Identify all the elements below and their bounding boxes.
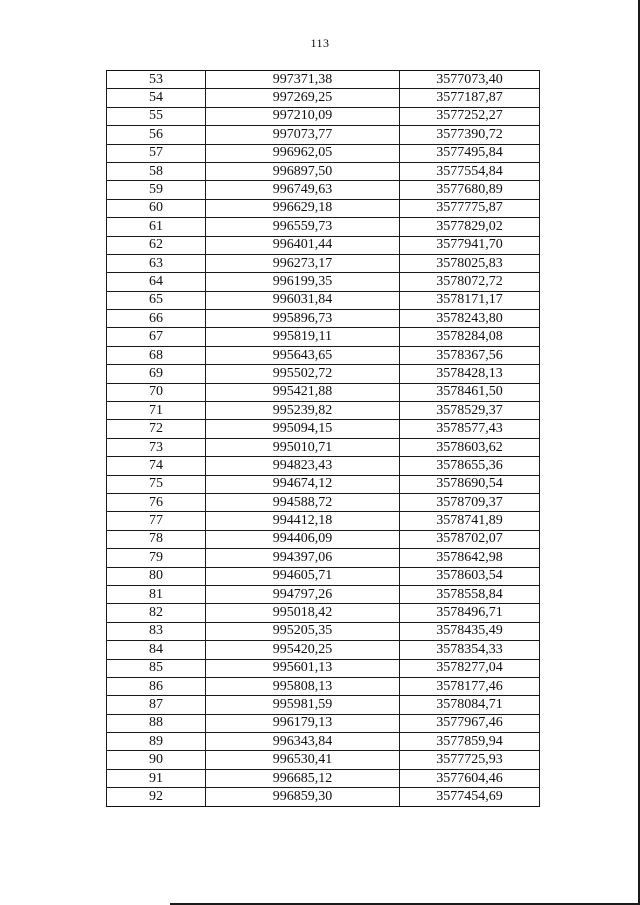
table-row bbox=[107, 788, 540, 806]
point-number-cell: 71 bbox=[107, 402, 206, 420]
x-coordinate-cell: 995981,59 bbox=[206, 696, 400, 714]
table-row bbox=[107, 291, 540, 309]
x-coordinate-cell: 995601,13 bbox=[206, 659, 400, 677]
x-coordinate-cell: 994797,26 bbox=[206, 585, 400, 603]
y-coordinate-cell: 3578709,37 bbox=[400, 493, 540, 511]
x-coordinate-cell: 996401,44 bbox=[206, 236, 400, 254]
y-coordinate-cell: 3578435,49 bbox=[400, 622, 540, 640]
y-coordinate-cell: 3578428,13 bbox=[400, 365, 540, 383]
y-coordinate-cell: 3577859,94 bbox=[400, 733, 540, 751]
point-number-cell: 79 bbox=[107, 549, 206, 567]
point-number-cell: 54 bbox=[107, 89, 206, 107]
point-number-cell: 70 bbox=[107, 383, 206, 401]
table-row bbox=[107, 328, 540, 346]
point-number-cell: 58 bbox=[107, 162, 206, 180]
y-coordinate-cell: 3577495,84 bbox=[400, 144, 540, 162]
y-coordinate-cell: 3577554,84 bbox=[400, 162, 540, 180]
y-coordinate-cell: 3578072,72 bbox=[400, 273, 540, 291]
y-coordinate-cell: 3577073,40 bbox=[400, 71, 540, 89]
point-number-cell: 59 bbox=[107, 181, 206, 199]
y-coordinate-cell: 3578354,33 bbox=[400, 641, 540, 659]
x-coordinate-cell: 995205,35 bbox=[206, 622, 400, 640]
x-coordinate-cell: 995808,13 bbox=[206, 677, 400, 695]
x-coordinate-cell: 996629,18 bbox=[206, 199, 400, 217]
x-coordinate-cell: 996530,41 bbox=[206, 751, 400, 769]
table-row bbox=[107, 420, 540, 438]
x-coordinate-cell: 996685,12 bbox=[206, 769, 400, 787]
table-row bbox=[107, 493, 540, 511]
point-number-cell: 65 bbox=[107, 291, 206, 309]
y-coordinate-cell: 3577604,46 bbox=[400, 769, 540, 787]
point-number-cell: 91 bbox=[107, 769, 206, 787]
point-number-cell: 61 bbox=[107, 218, 206, 236]
table-row bbox=[107, 144, 540, 162]
point-number-cell: 80 bbox=[107, 567, 206, 585]
y-coordinate-cell: 3578025,83 bbox=[400, 254, 540, 272]
y-coordinate-cell: 3578284,08 bbox=[400, 328, 540, 346]
y-coordinate-cell: 3578741,89 bbox=[400, 512, 540, 530]
point-number-cell: 89 bbox=[107, 733, 206, 751]
x-coordinate-cell: 994397,06 bbox=[206, 549, 400, 567]
y-coordinate-cell: 3578243,80 bbox=[400, 310, 540, 328]
x-coordinate-cell: 996199,35 bbox=[206, 273, 400, 291]
point-number-cell: 92 bbox=[107, 788, 206, 806]
table-row bbox=[107, 218, 540, 236]
point-number-cell: 63 bbox=[107, 254, 206, 272]
y-coordinate-cell: 3577725,93 bbox=[400, 751, 540, 769]
table-row bbox=[107, 162, 540, 180]
table-row bbox=[107, 769, 540, 787]
table-row bbox=[107, 549, 540, 567]
point-number-cell: 62 bbox=[107, 236, 206, 254]
x-coordinate-cell: 996273,17 bbox=[206, 254, 400, 272]
point-number-cell: 64 bbox=[107, 273, 206, 291]
point-number-cell: 87 bbox=[107, 696, 206, 714]
y-coordinate-cell: 3578177,46 bbox=[400, 677, 540, 695]
y-coordinate-cell: 3578690,54 bbox=[400, 475, 540, 493]
table-row bbox=[107, 751, 540, 769]
point-number-cell: 83 bbox=[107, 622, 206, 640]
table-row bbox=[107, 310, 540, 328]
table-row bbox=[107, 181, 540, 199]
x-coordinate-cell: 997210,09 bbox=[206, 107, 400, 125]
point-number-cell: 88 bbox=[107, 714, 206, 732]
y-coordinate-cell: 3578603,54 bbox=[400, 567, 540, 585]
x-coordinate-cell: 994406,09 bbox=[206, 530, 400, 548]
point-number-cell: 82 bbox=[107, 604, 206, 622]
table-row bbox=[107, 89, 540, 107]
point-number-cell: 66 bbox=[107, 310, 206, 328]
table-row bbox=[107, 733, 540, 751]
x-coordinate-cell: 997371,38 bbox=[206, 71, 400, 89]
table-row bbox=[107, 696, 540, 714]
table-row bbox=[107, 126, 540, 144]
table-row bbox=[107, 659, 540, 677]
y-coordinate-cell: 3578702,07 bbox=[400, 530, 540, 548]
coordinates-table-body bbox=[107, 71, 540, 807]
x-coordinate-cell: 994588,72 bbox=[206, 493, 400, 511]
table-row bbox=[107, 585, 540, 603]
x-coordinate-cell: 995502,72 bbox=[206, 365, 400, 383]
table-row bbox=[107, 199, 540, 217]
page-number: 113 bbox=[310, 36, 330, 50]
coordinates-table bbox=[106, 70, 540, 807]
table-row bbox=[107, 236, 540, 254]
point-number-cell: 56 bbox=[107, 126, 206, 144]
x-coordinate-cell: 996897,50 bbox=[206, 162, 400, 180]
y-coordinate-cell: 3578461,50 bbox=[400, 383, 540, 401]
x-coordinate-cell: 994674,12 bbox=[206, 475, 400, 493]
table-row bbox=[107, 604, 540, 622]
y-coordinate-cell: 3578558,84 bbox=[400, 585, 540, 603]
y-coordinate-cell: 3577390,72 bbox=[400, 126, 540, 144]
point-number-cell: 55 bbox=[107, 107, 206, 125]
x-coordinate-cell: 994605,71 bbox=[206, 567, 400, 585]
x-coordinate-cell: 996859,30 bbox=[206, 788, 400, 806]
x-coordinate-cell: 996031,84 bbox=[206, 291, 400, 309]
point-number-cell: 81 bbox=[107, 585, 206, 603]
x-coordinate-cell: 994823,43 bbox=[206, 457, 400, 475]
y-coordinate-cell: 3577187,87 bbox=[400, 89, 540, 107]
x-coordinate-cell: 996962,05 bbox=[206, 144, 400, 162]
table-row bbox=[107, 383, 540, 401]
point-number-cell: 76 bbox=[107, 493, 206, 511]
x-coordinate-cell: 995896,73 bbox=[206, 310, 400, 328]
table-row bbox=[107, 512, 540, 530]
y-coordinate-cell: 3577941,70 bbox=[400, 236, 540, 254]
point-number-cell: 86 bbox=[107, 677, 206, 695]
y-coordinate-cell: 3578577,43 bbox=[400, 420, 540, 438]
x-coordinate-cell: 996343,84 bbox=[206, 733, 400, 751]
y-coordinate-cell: 3577775,87 bbox=[400, 199, 540, 217]
table-row bbox=[107, 622, 540, 640]
table-row bbox=[107, 254, 540, 272]
table-row bbox=[107, 402, 540, 420]
point-number-cell: 68 bbox=[107, 346, 206, 364]
table-row bbox=[107, 438, 540, 456]
x-coordinate-cell: 996179,13 bbox=[206, 714, 400, 732]
x-coordinate-cell: 994412,18 bbox=[206, 512, 400, 530]
y-coordinate-cell: 3577829,02 bbox=[400, 218, 540, 236]
y-coordinate-cell: 3578642,98 bbox=[400, 549, 540, 567]
x-coordinate-cell: 996749,63 bbox=[206, 181, 400, 199]
point-number-cell: 72 bbox=[107, 420, 206, 438]
table-row bbox=[107, 530, 540, 548]
table-row bbox=[107, 677, 540, 695]
x-coordinate-cell: 995018,42 bbox=[206, 604, 400, 622]
y-coordinate-cell: 3578277,04 bbox=[400, 659, 540, 677]
x-coordinate-cell: 995094,15 bbox=[206, 420, 400, 438]
table-row bbox=[107, 714, 540, 732]
x-coordinate-cell: 995643,65 bbox=[206, 346, 400, 364]
table-row bbox=[107, 365, 540, 383]
table-row bbox=[107, 641, 540, 659]
y-coordinate-cell: 3577454,69 bbox=[400, 788, 540, 806]
table-row bbox=[107, 273, 540, 291]
point-number-cell: 84 bbox=[107, 641, 206, 659]
y-coordinate-cell: 3578655,36 bbox=[400, 457, 540, 475]
table-row bbox=[107, 475, 540, 493]
table-row bbox=[107, 71, 540, 89]
y-coordinate-cell: 3578171,17 bbox=[400, 291, 540, 309]
point-number-cell: 69 bbox=[107, 365, 206, 383]
y-coordinate-cell: 3578529,37 bbox=[400, 402, 540, 420]
y-coordinate-cell: 3578367,56 bbox=[400, 346, 540, 364]
y-coordinate-cell: 3578084,71 bbox=[400, 696, 540, 714]
point-number-cell: 74 bbox=[107, 457, 206, 475]
x-coordinate-cell: 995010,71 bbox=[206, 438, 400, 456]
y-coordinate-cell: 3578496,71 bbox=[400, 604, 540, 622]
table-row bbox=[107, 567, 540, 585]
point-number-cell: 57 bbox=[107, 144, 206, 162]
y-coordinate-cell: 3577967,46 bbox=[400, 714, 540, 732]
table-row bbox=[107, 346, 540, 364]
point-number-cell: 75 bbox=[107, 475, 206, 493]
x-coordinate-cell: 995819,11 bbox=[206, 328, 400, 346]
point-number-cell: 67 bbox=[107, 328, 206, 346]
x-coordinate-cell: 996559,73 bbox=[206, 218, 400, 236]
point-number-cell: 78 bbox=[107, 530, 206, 548]
x-coordinate-cell: 995239,82 bbox=[206, 402, 400, 420]
y-coordinate-cell: 3577252,27 bbox=[400, 107, 540, 125]
x-coordinate-cell: 995420,25 bbox=[206, 641, 400, 659]
x-coordinate-cell: 997269,25 bbox=[206, 89, 400, 107]
y-coordinate-cell: 3577680,89 bbox=[400, 181, 540, 199]
table-row bbox=[107, 107, 540, 125]
x-coordinate-cell: 995421,88 bbox=[206, 383, 400, 401]
point-number-cell: 85 bbox=[107, 659, 206, 677]
point-number-cell: 77 bbox=[107, 512, 206, 530]
point-number-cell: 60 bbox=[107, 199, 206, 217]
y-coordinate-cell: 3578603,62 bbox=[400, 438, 540, 456]
table-row bbox=[107, 457, 540, 475]
point-number-cell: 53 bbox=[107, 71, 206, 89]
x-coordinate-cell: 997073,77 bbox=[206, 126, 400, 144]
point-number-cell: 90 bbox=[107, 751, 206, 769]
point-number-cell: 73 bbox=[107, 438, 206, 456]
